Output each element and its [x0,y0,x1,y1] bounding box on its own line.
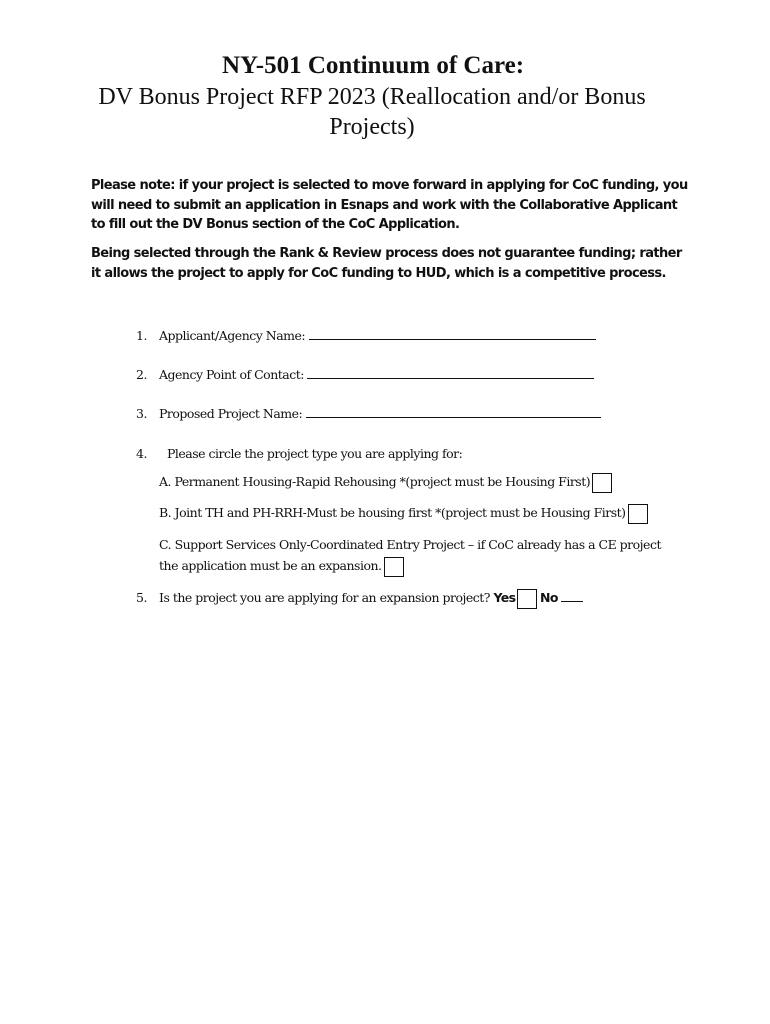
question-number: 5. [136,590,147,605]
option-b-label: B. Joint TH and PH-RRH-Must be housing first *(project must be Housing First) [159,505,626,520]
project-type-label: Please circle the project type you are applying for: [167,446,463,461]
question-3-row [159,404,601,424]
applicant-name-label: Applicant/Agency Name: [159,328,306,343]
option-c-label-line2: the application must be an expansion. [159,558,382,573]
expansion-question-label: Is the project you are applying for an expansion project? [159,590,490,605]
point-of-contact-label: Agency Point of Contact: [159,367,304,382]
option-b-checkbox[interactable] [628,504,648,524]
note-rank-review: Being selected through the Rank & Review process does not guarantee funding; rather it allows the project to apply for CoC funding to HUD, which is a competitive process. [91,246,682,281]
question-number: 4. [136,446,147,461]
option-c-checkbox[interactable] [384,557,404,577]
question-2-row [159,365,594,385]
document-subtitle: DV Bonus Project RFP 2023 (Reallocation and/or Bonus Projects) [98,84,646,140]
question-number: 3. [136,406,147,421]
option-c-row [159,535,661,555]
question-number: 2. [136,367,147,382]
no-label: No [540,590,558,605]
option-c-row-2 [159,556,404,577]
yes-checkbox[interactable] [517,589,537,609]
option-a-label: A. Permanent Housing-Rapid Rehousing *(project must be Housing First) [159,474,591,489]
option-c-label-line1: C. Support Services Only-Coordinated Entry Project – if CoC already has a CE project [159,537,661,552]
project-name-label: Proposed Project Name: [159,406,303,421]
question-5-row [159,588,583,609]
applicant-name-field[interactable] [309,327,596,340]
document-title: NY-501 Continuum of Care: [221,52,525,79]
option-a-row [159,472,612,493]
point-of-contact-field[interactable] [307,366,594,379]
note-esnaps: Please note: if your project is selected to move forward in applying for CoC funding, you will need to submit an application in Esnaps and work with the Collaborative Applicant to fill out the DV Bonus section of the CoC Application. [91,178,688,232]
project-name-field[interactable] [306,405,601,418]
question-number: 1. [136,328,147,343]
option-a-checkbox[interactable] [592,473,612,493]
no-answer-field[interactable] [561,589,583,602]
question-1-row [159,326,596,346]
option-b-row [159,503,648,524]
yes-label: Yes [493,590,516,605]
